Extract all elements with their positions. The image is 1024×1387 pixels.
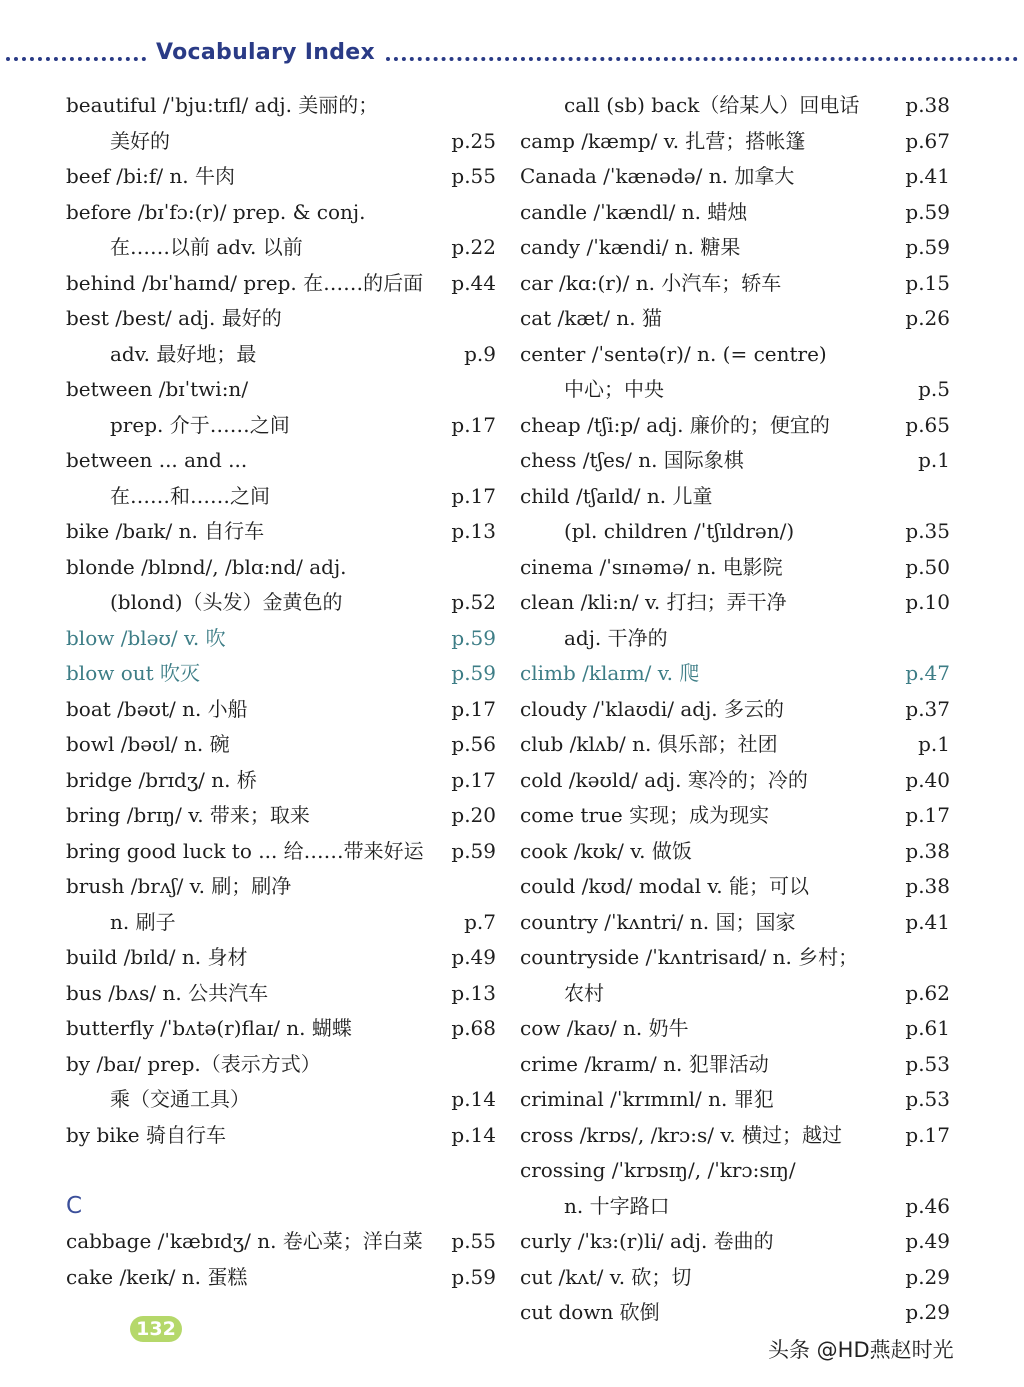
entry-text: 乘（交通工具） [110, 1087, 250, 1111]
entry-page: p.44 [451, 270, 496, 295]
index-entry [66, 1224, 496, 1260]
entry-text: brush /brʌʃ/ v. 刷；刷净 [66, 874, 292, 898]
entry-text: n. 刷子 [110, 909, 176, 934]
index-entry [520, 195, 950, 231]
entry-text: 美好的 [110, 128, 170, 153]
index-entry [520, 1011, 950, 1047]
entry-page: p.59 [451, 1264, 496, 1289]
index-entry [520, 869, 950, 905]
index-entry [66, 727, 496, 763]
index-entry [66, 514, 496, 550]
index-entry [520, 1082, 950, 1118]
index-entry [66, 88, 496, 124]
entry-text: cat /kæt/ n. 猫 [520, 306, 662, 330]
entry-page: p.68 [451, 1016, 496, 1040]
entry-text: blow out 吹灭 [66, 661, 201, 685]
entry-text: cross /krɒs/, /krɔ:s/ v. 横过；越过 [520, 1122, 842, 1147]
entry-page: p.20 [451, 803, 496, 827]
entry-text: car /kɑ:(r)/ n. 小汽车；轿车 [520, 270, 782, 295]
index-entry [66, 159, 496, 195]
entry-page: p.17 [905, 803, 950, 827]
entry-page: p.29 [905, 1264, 950, 1289]
entry-page: p.55 [451, 164, 496, 188]
index-entry [66, 124, 496, 160]
index-entry [520, 1153, 950, 1189]
index-entry [66, 1082, 496, 1118]
entry-text: crime /kraɪm/ n. 犯罪活动 [520, 1051, 769, 1076]
entry-page: p.14 [451, 1122, 496, 1147]
index-entry [66, 976, 496, 1012]
entry-text: cold /kəʊld/ adj. 寒冷的；冷的 [520, 767, 808, 792]
entry-text: cook /kʊk/ v. 做饭 [520, 838, 692, 863]
entry-page: p.55 [451, 1229, 496, 1253]
entry-page: p.59 [451, 661, 496, 685]
index-entry [520, 372, 950, 408]
entry-text: cut /kʌt/ v. 砍；切 [520, 1264, 692, 1289]
entry-page: p.53 [905, 1051, 950, 1076]
index-entry [520, 763, 950, 799]
entry-page: p.29 [905, 1300, 950, 1324]
entry-text: n. 十字路口 [564, 1193, 670, 1218]
entry-page: p.40 [905, 767, 950, 792]
index-entry [520, 1260, 950, 1296]
entry-page: p.17 [451, 483, 496, 508]
entry-page: p.52 [451, 590, 496, 614]
entry-page: p.15 [905, 270, 950, 295]
index-entry [520, 124, 950, 160]
index-entry [520, 834, 950, 870]
entry-text: boat /bəʊt/ n. 小船 [66, 696, 248, 721]
index-entry [520, 976, 950, 1012]
entry-text: beautiful /ˈbju:tɪfl/ adj. 美丽的； [66, 93, 379, 117]
entry-text: bike /baɪk/ n. 自行车 [66, 519, 265, 543]
entry-text: candle /ˈkændl/ n. 蜡烛 [520, 199, 748, 224]
header-title: Vocabulary Index [156, 40, 375, 65]
entry-page: p.17 [451, 412, 496, 437]
entry-text: curly /ˈkɜ:(r)li/ adj. 卷曲的 [520, 1229, 774, 1253]
entry-text: 在……和……之间 [110, 483, 270, 508]
entry-text: between ... and ... [66, 448, 248, 472]
entry-text: club /klʌb/ n. 俱乐部；社团 [520, 732, 778, 756]
entry-page: p.59 [451, 625, 496, 650]
entry-page: p.9 [464, 341, 496, 366]
entry-text: by /baɪ/ prep.（表示方式） [66, 1051, 321, 1076]
index-entry [66, 940, 496, 976]
entry-page: p.38 [905, 874, 950, 898]
entry-page: p.61 [905, 1016, 950, 1040]
entry-text: country /ˈkʌntri/ n. 国；国家 [520, 909, 796, 934]
index-entry [520, 514, 950, 550]
entry-text: behind /bɪˈhaɪnd/ prep. 在……的后面 [66, 270, 424, 295]
index-entry [520, 337, 950, 373]
index-entry [520, 656, 950, 692]
index-entry [66, 869, 496, 905]
entry-text: cut down 砍倒 [520, 1300, 660, 1324]
entry-page: p.17 [905, 1122, 950, 1147]
entry-text: bridge /brɪdʒ/ n. 桥 [66, 767, 257, 792]
index-entry [520, 408, 950, 444]
left-column [66, 88, 496, 1295]
entry-page: p.17 [451, 696, 496, 721]
entry-page: p.22 [451, 235, 496, 259]
index-entry [520, 230, 950, 266]
entry-text: crossing /ˈkrɒsɪŋ/, /ˈkrɔ:sɪŋ/ [520, 1158, 796, 1182]
entry-page: p.14 [451, 1087, 496, 1111]
index-entry [520, 550, 950, 586]
entry-page: p.65 [905, 412, 950, 437]
entry-page: p.41 [905, 909, 950, 934]
index-entry [520, 585, 950, 621]
section-letter [66, 1189, 496, 1225]
entry-text: child /tʃaɪld/ n. 儿童 [520, 483, 713, 508]
watermark: 头条 @HD燕赵时光 [768, 1338, 954, 1362]
entry-text: candy /ˈkændi/ n. 糖果 [520, 235, 741, 259]
right-column [520, 88, 950, 1331]
entry-page: p.13 [451, 519, 496, 543]
header-dots-left [6, 57, 146, 61]
entry-text: cheap /tʃi:p/ adj. 廉价的；便宜的 [520, 412, 830, 437]
entry-text: by bike 骑自行车 [66, 1122, 226, 1147]
index-entry [520, 159, 950, 195]
index-entry [66, 337, 496, 373]
page-number-badge: 132 [130, 1316, 182, 1342]
entry-page: p.53 [905, 1087, 950, 1111]
entry-text: bring good luck to ... 给……带来好运 [66, 838, 424, 863]
index-entry [66, 692, 496, 728]
index-entry [66, 798, 496, 834]
index-entry [520, 301, 950, 337]
index-entry [66, 1047, 496, 1083]
index-entry [66, 1260, 496, 1296]
entry-page: p.59 [905, 199, 950, 224]
index-entry [520, 1224, 950, 1260]
index-entry [520, 443, 950, 479]
entry-text: C [66, 1192, 83, 1219]
entry-text: camp /kæmp/ v. 扎营；搭帐篷 [520, 128, 806, 153]
index-entry [520, 621, 950, 657]
index-entry [66, 479, 496, 515]
index-entry [66, 656, 496, 692]
entry-text: cloudy /ˈklaʊdi/ adj. 多云的 [520, 696, 784, 721]
index-entry [520, 798, 950, 834]
index-entry [520, 692, 950, 728]
index-entry [520, 905, 950, 941]
entry-text: 在……以前 adv. 以前 [110, 235, 303, 259]
index-entry [66, 905, 496, 941]
entry-page: p.56 [451, 732, 496, 756]
entry-page: p.37 [905, 696, 950, 721]
index-entry [66, 621, 496, 657]
spacer [66, 1153, 496, 1189]
entry-text: (blond)（头发）金黄色的 [110, 590, 343, 614]
entry-page: p.50 [905, 554, 950, 579]
entry-page: p.17 [451, 767, 496, 792]
entry-page: p.47 [905, 661, 950, 685]
entry-text: butterfly /ˈbʌtə(r)flaɪ/ n. 蝴蝶 [66, 1016, 352, 1040]
entry-page: p.1 [918, 448, 950, 472]
entry-text: before /bɪˈfɔ:(r)/ prep. & conj. [66, 199, 366, 224]
entry-page: p.49 [905, 1229, 950, 1253]
entry-text: adj. 干净的 [564, 625, 668, 650]
index-entry [520, 1295, 950, 1331]
entry-page: p.67 [905, 128, 950, 153]
entry-text: between /bɪˈtwi:n/ [66, 377, 249, 401]
index-entry [66, 1118, 496, 1154]
entry-text: bowl /bəʊl/ n. 碗 [66, 732, 230, 756]
entry-page: p.10 [905, 590, 950, 614]
index-entry [520, 88, 950, 124]
entry-text: adv. 最好地；最 [110, 341, 257, 366]
index-entry [66, 195, 496, 231]
index-entry [66, 763, 496, 799]
index-entry [520, 1047, 950, 1083]
index-entry [66, 443, 496, 479]
entry-page: p.49 [451, 945, 496, 969]
entry-page: p.59 [451, 838, 496, 863]
index-entry [66, 585, 496, 621]
entry-text: cinema /ˈsɪnəmə/ n. 电影院 [520, 554, 783, 579]
index-entry [66, 230, 496, 266]
entry-page: p.26 [905, 306, 950, 330]
entry-text: cake /keɪk/ n. 蛋糕 [66, 1264, 248, 1289]
entry-text: come true 实现；成为现实 [520, 803, 770, 827]
index-header [0, 38, 1024, 78]
entry-text: bring /brɪŋ/ v. 带来；取来 [66, 803, 310, 827]
entry-text: clean /kli:n/ v. 打扫；弄干净 [520, 590, 787, 614]
entry-text: chess /tʃes/ n. 国际象棋 [520, 448, 744, 472]
entry-page: p.38 [905, 93, 950, 117]
index-entry [66, 408, 496, 444]
entry-page: p.62 [905, 980, 950, 1005]
entry-page: p.5 [918, 377, 950, 401]
entry-text: 农村 [564, 980, 604, 1005]
entry-page: p.25 [451, 128, 496, 153]
index-entry [66, 372, 496, 408]
index-entry [66, 1011, 496, 1047]
entry-text: build /bɪld/ n. 身材 [66, 945, 248, 969]
entry-text: center /ˈsentə(r)/ n. (= centre) [520, 341, 827, 366]
entry-text: countryside /ˈkʌntrisaɪd/ n. 乡村； [520, 945, 859, 969]
entry-text: blonde /blɒnd/, /blɑ:nd/ adj. [66, 554, 347, 579]
index-entry [520, 1118, 950, 1154]
entry-text: blow /bləʊ/ v. 吹 [66, 625, 226, 650]
index-entry [520, 727, 950, 763]
entry-text: bus /bʌs/ n. 公共汽车 [66, 980, 269, 1005]
entry-text: could /kʊd/ modal v. 能；可以 [520, 874, 809, 898]
index-entry [66, 834, 496, 870]
entry-page: p.41 [905, 164, 950, 188]
entry-text: Canada /ˈkænədə/ n. 加拿大 [520, 164, 795, 188]
index-entry [66, 266, 496, 302]
entry-page: p.46 [905, 1193, 950, 1218]
entry-text: best /best/ adj. 最好的 [66, 306, 282, 330]
entry-text: prep. 介于……之间 [110, 412, 290, 437]
index-entry [520, 940, 950, 976]
entry-text: cow /kaʊ/ n. 奶牛 [520, 1016, 689, 1040]
header-dots-right [386, 57, 1018, 61]
entry-text: climb /klaɪm/ v. 爬 [520, 661, 700, 685]
index-entry [520, 479, 950, 515]
entry-text: cabbage /ˈkæbɪdʒ/ n. 卷心菜；洋白菜 [66, 1229, 423, 1253]
index-entry [66, 301, 496, 337]
entry-text: (pl. children /ˈtʃɪldrən/) [564, 519, 795, 543]
entry-text: beef /bi:f/ n. 牛肉 [66, 164, 236, 188]
index-entry [520, 1189, 950, 1225]
entry-text: call (sb) back（给某人）回电话 [564, 93, 860, 117]
entry-page: p.38 [905, 838, 950, 863]
index-entry [66, 550, 496, 586]
entry-page: p.1 [918, 732, 950, 756]
entry-text: 中心；中央 [564, 377, 664, 401]
index-entry [520, 266, 950, 302]
entry-page: p.35 [905, 519, 950, 543]
entry-page: p.13 [451, 980, 496, 1005]
entry-text: criminal /ˈkrɪmɪnl/ n. 罪犯 [520, 1087, 774, 1111]
entry-page: p.7 [464, 909, 496, 934]
entry-page: p.59 [905, 235, 950, 259]
